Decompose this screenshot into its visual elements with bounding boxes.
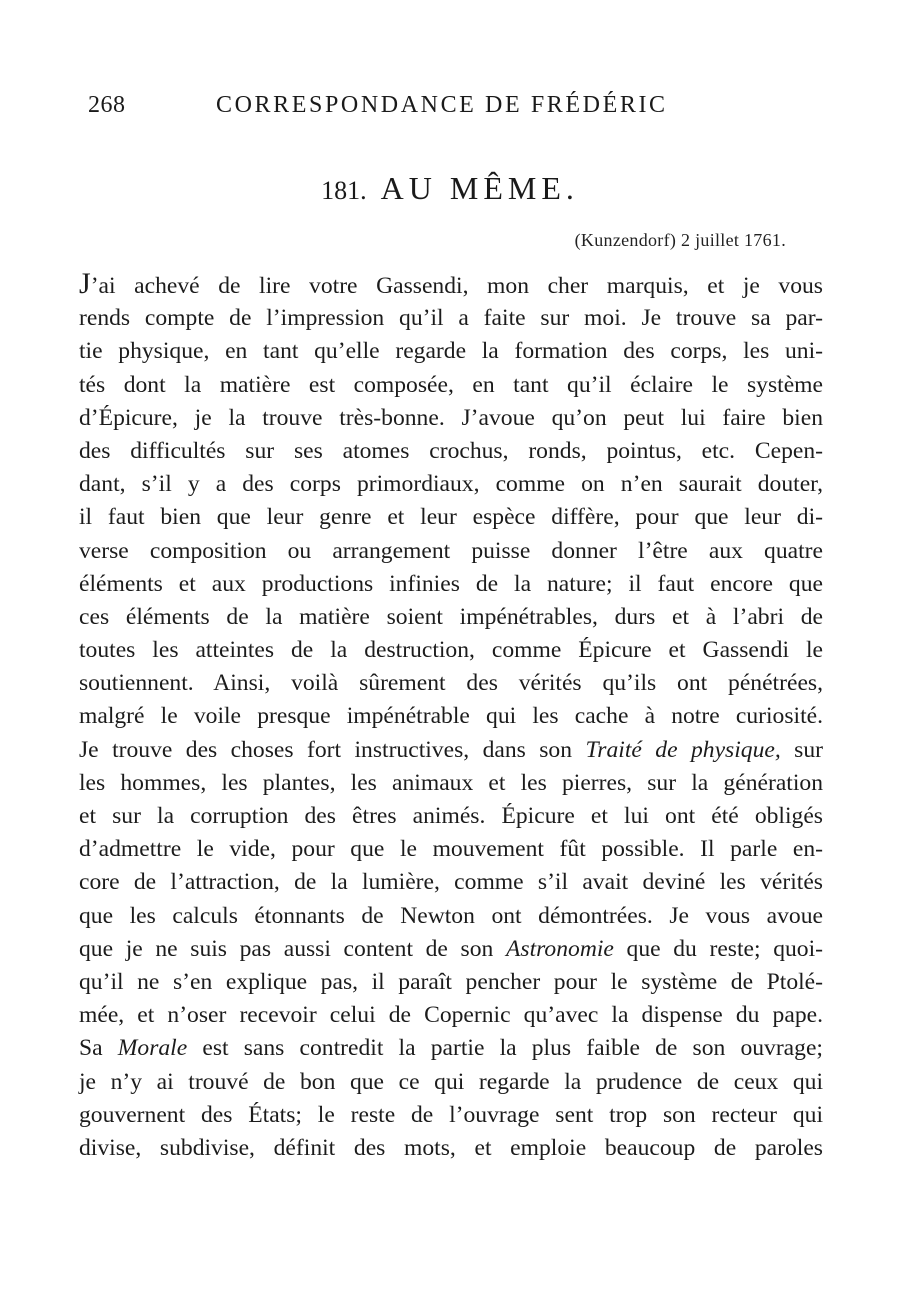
- body-line: [79, 269, 823, 302]
- letter-number: 181.: [321, 176, 367, 205]
- body-line: dant, s’il y a des corps primordiaux, comme on n’en saurait douter,: [79, 471, 823, 498]
- letter-heading: [0, 170, 900, 207]
- body-line: ces éléments de la matière soient impénétrables, durs et à l’abri de: [79, 603, 823, 630]
- italic-title-astronomie: Astronomie: [505, 935, 614, 962]
- body-line: des difficultés sur ses atomes crochus, ronds, pointus, etc. Cepen-: [79, 437, 823, 464]
- body-line: les hommes, les plantes, les animaux et les pierres, sur la génération: [79, 769, 823, 796]
- drop-cap: J: [79, 267, 91, 300]
- body-line: toutes les atteintes de la destruction, comme Épicure et Gassendi le: [79, 637, 823, 664]
- body-line: divise, subdivise, définit des mots, et emploie beaucoup de paroles: [79, 1134, 823, 1161]
- body-line: [79, 1032, 823, 1065]
- italic-title-traite: Traité de physique,: [585, 736, 781, 763]
- body-line: malgré le voile presque impénétrable qui les cache à notre curiosité.: [79, 703, 823, 730]
- body-line-text: est sans contredit la partie la plus faible de son ouvrage;: [187, 1035, 823, 1062]
- body-line: [79, 734, 823, 767]
- body-line: mée, et n’oser recevoir celui de Copernic qu’avec la dispense du pape.: [79, 1002, 823, 1029]
- page-number: 268: [88, 92, 126, 118]
- body-line: verse composition ou arrangement puisse donner l’être aux quatre: [79, 537, 823, 564]
- body-line-text: que je ne suis pas aussi content de son: [79, 935, 506, 962]
- letter-body: [79, 269, 823, 1165]
- letter-title: AU MÊME.: [380, 170, 579, 206]
- italic-title-morale: Morale: [117, 1035, 188, 1062]
- body-line: tie physique, en tant qu’elle regarde la formation des corps, les uni-: [79, 338, 823, 365]
- running-head: [78, 92, 838, 124]
- body-line-text: Je trouve des choses fort instructives, dans son: [79, 736, 586, 763]
- body-line: soutiennent. Ainsi, voilà sûrement des vérités qu’ils ont pénétrées,: [79, 670, 823, 697]
- body-line-text: Sa: [79, 1035, 118, 1062]
- body-line: tés dont la matière est composée, en tant qu’il éclaire le système: [79, 371, 823, 398]
- body-line-text: ’ai achevé de lire votre Gassendi, mon cher marquis, et je vous: [90, 273, 823, 299]
- body-line: rends compte de l’impression qu’il a faite sur moi. Je trouve sa par-: [79, 305, 823, 332]
- body-line: et sur la corruption des êtres animés. Épicure et lui ont été obligés: [79, 803, 823, 829]
- body-line: [79, 933, 823, 966]
- body-line: qu’il ne s’en explique pas, il paraît pencher pour le système de Ptolé-: [79, 968, 823, 995]
- body-line: d’admettre le vide, pour que le mouvement fût possible. Il parle en-: [79, 836, 823, 863]
- body-line: éléments et aux productions infinies de la nature; il faut encore que: [79, 570, 823, 597]
- body-line: gouvernent des États; le reste de l’ouvrage sent trop son recteur qui: [79, 1101, 823, 1128]
- body-line: d’Épicure, je la trouve très-bonne. J’avoue qu’on peut lui faire bien: [79, 404, 823, 431]
- body-line: il faut bien que leur genre et leur espèce diffère, pour que leur di-: [79, 504, 823, 531]
- body-line-text: que du reste; quoi-: [613, 935, 824, 962]
- body-line: que les calculs étonnants de Newton ont démontrées. Je vous avoue: [79, 902, 823, 929]
- body-line: core de l’attraction, de la lumière, comme s’il avait deviné les vérités: [79, 869, 823, 896]
- letter-dateline: (Kunzendorf) 2 juillet 1761.: [574, 230, 786, 250]
- body-line-text: sur: [780, 736, 824, 763]
- running-title: CORRESPONDANCE DE FRÉDÉRIC: [216, 92, 668, 118]
- body-line: je n’y ai trouvé de bon que ce qui regarde la prudence de ceux qui: [79, 1068, 823, 1095]
